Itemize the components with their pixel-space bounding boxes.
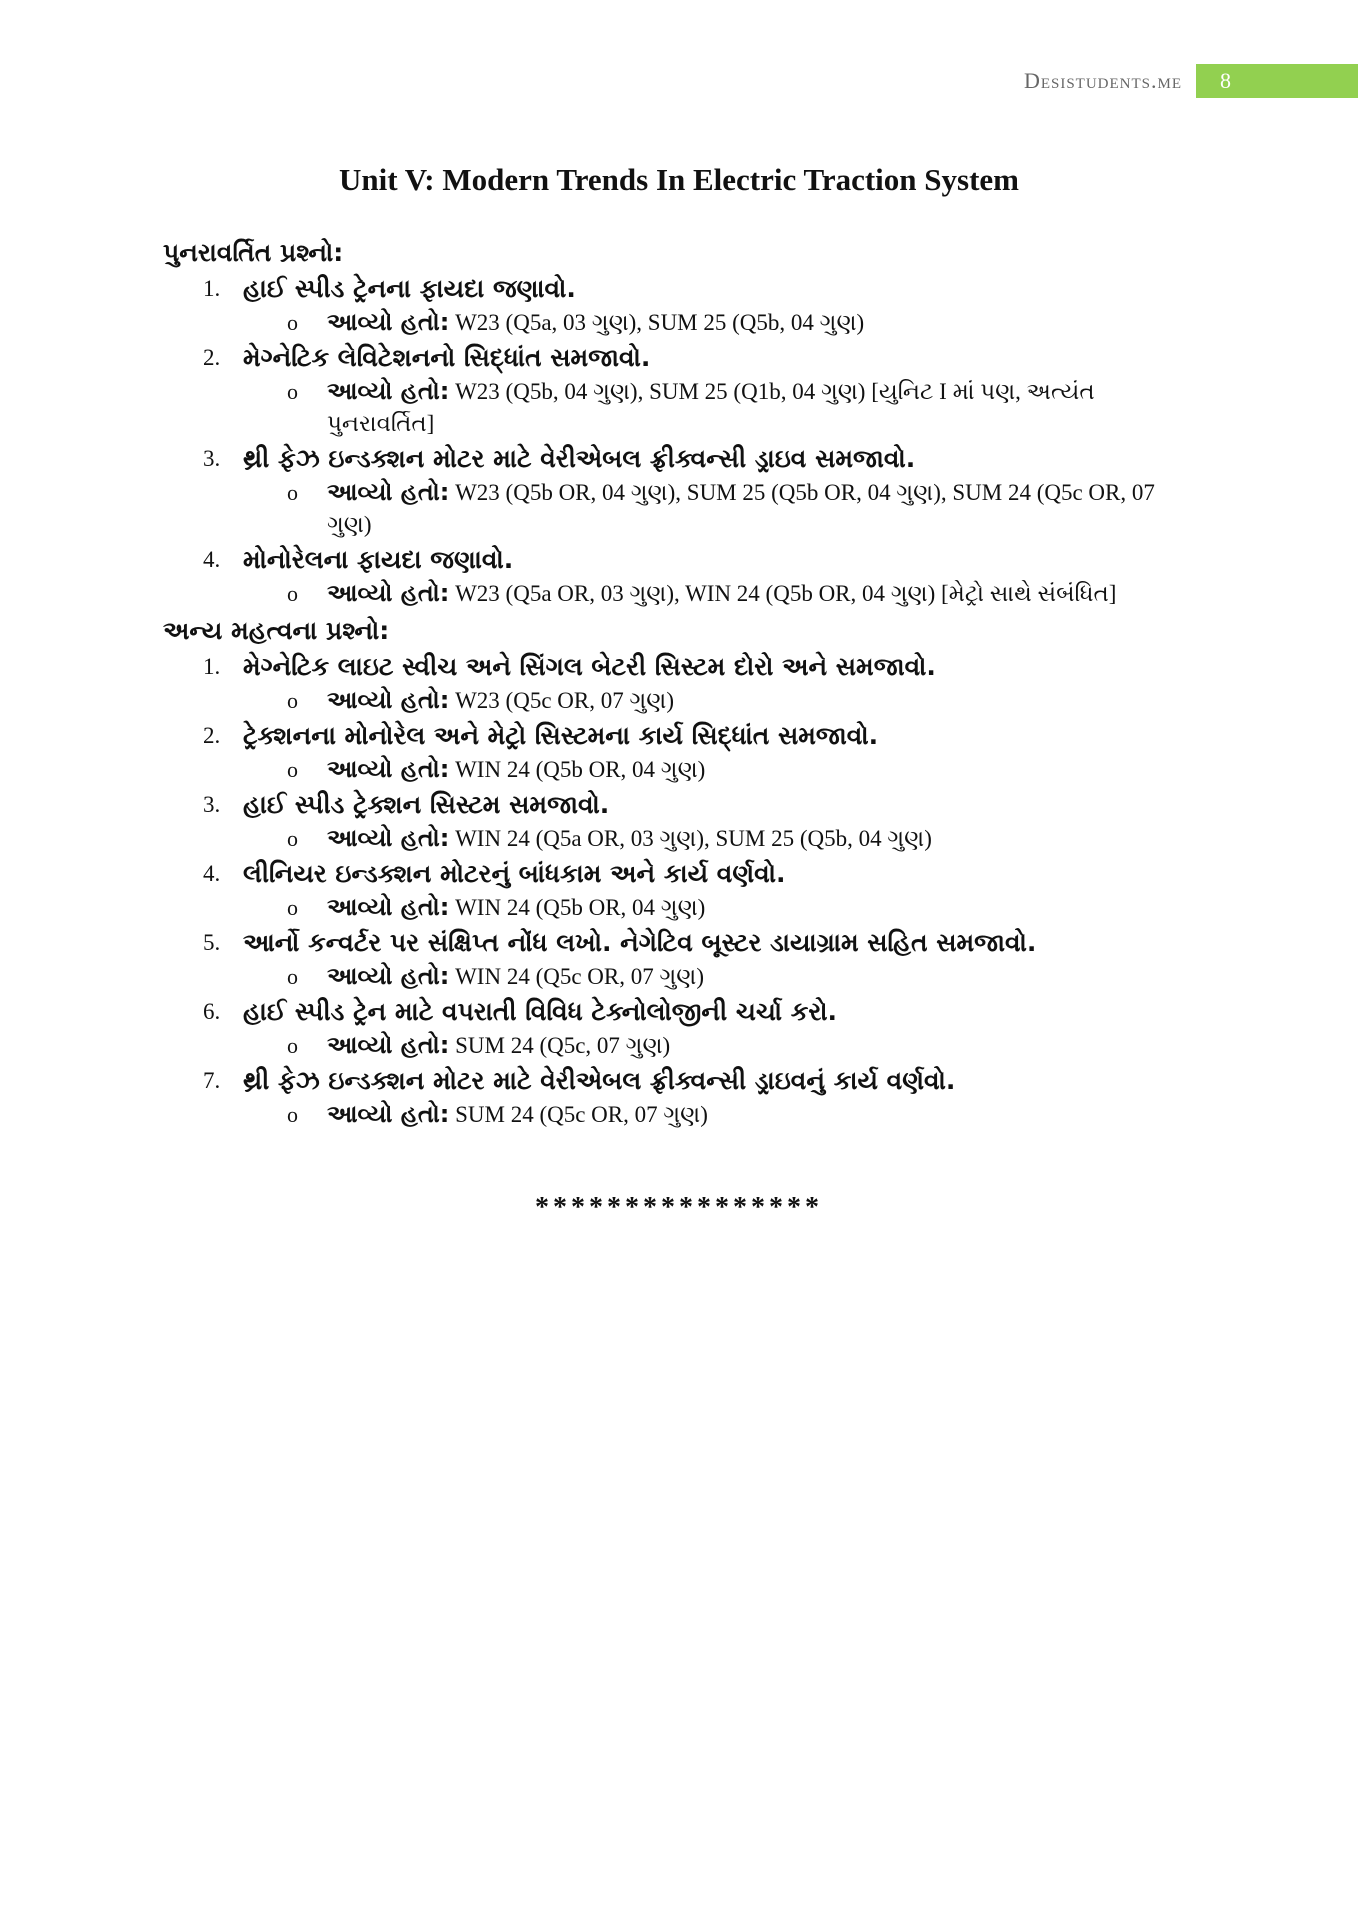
question-number: 3. [203, 792, 221, 817]
asked-text: WIN 24 (Q5b OR, 04 ગુણ) [449, 895, 706, 920]
question-item [163, 995, 1223, 1029]
asked-label: આવ્યો હતો: [327, 893, 450, 921]
bullet-icon: o [287, 895, 298, 920]
question-text: મેગ્નેટિક લાઇટ સ્વીચ અને સિંગલ બેટરી સિસ્ટમ દોરો અને સમજાવો. [243, 652, 936, 681]
question-number: 2. [203, 345, 221, 370]
asked-line [163, 577, 1223, 610]
section-heading: અન્ય મહત્વના પ્રશ્નો: [163, 616, 390, 645]
question-number: 3. [203, 446, 221, 471]
page-number: 8 [1220, 68, 1231, 93]
question-text: થ્રી ફેઝ ઇન્ડક્શન મોટર માટે વેરીએબલ ફ્રીક્વન્સી ડ્રાઇવ સમજાવો. [243, 444, 916, 473]
bullet-icon: o [287, 826, 298, 851]
question-text: આર્નો કન્વર્ટર પર સંક્ષિપ્ત નોંધ લખો. નેગેટિવ બૂસ્ટર ડાયાગ્રામ સહિત સમજાવો. [243, 928, 1037, 957]
page-title: Unit V: Modern Trends In Electric Traction System [339, 162, 1019, 197]
asked-line [163, 1029, 1223, 1062]
asked-line [163, 306, 1223, 339]
question-item [163, 788, 1223, 822]
asked-text: W23 (Q5a OR, 03 ગુણ), WIN 24 (Q5b OR, 04 ગુણ) [મેટ્રો સાથે સંબંધિત] [449, 581, 1117, 606]
asked-line [163, 822, 1223, 855]
asked-line [163, 960, 1223, 993]
asked-text: WIN 24 (Q5c OR, 07 ગુણ) [449, 964, 705, 989]
asked-text: WIN 24 (Q5b OR, 04 ગુણ) [449, 757, 706, 782]
question-number: 5. [203, 930, 221, 955]
question-number: 4. [203, 861, 221, 886]
asked-label: આવ્યો હતો: [327, 478, 450, 506]
content [163, 232, 1223, 1131]
asked-text: WIN 24 (Q5a OR, 03 ગુણ), SUM 25 (Q5b, 04 ગુણ) [449, 826, 932, 851]
question-item [163, 272, 1223, 306]
question-number: 4. [203, 547, 221, 572]
asked-label: આવ્યો હતો: [327, 308, 450, 336]
question-text: ટ્રેક્શનના મોનોરેલ અને મેટ્રો સિસ્ટમના કાર્ય સિદ્ધાંત સમજાવો. [243, 721, 879, 750]
question-number: 6. [203, 999, 221, 1024]
question-number: 1. [203, 276, 221, 301]
asked-line [163, 891, 1223, 924]
page-number-box [1196, 64, 1358, 98]
bullet-icon: o [287, 581, 298, 606]
question-text: હાઈ સ્પીડ ટ્રેન માટે વપરાતી વિવિધ ટેક્નોલોજીની ચર્ચા કરો. [243, 997, 838, 1026]
asked-label: આવ્યો હતો: [327, 579, 450, 607]
asked-label: આવ્યો હતો: [327, 755, 450, 783]
asked-label: આવ્યો હતો: [327, 824, 450, 852]
bullet-icon: o [287, 1033, 298, 1058]
asked-line [163, 1098, 1223, 1131]
asked-line [163, 753, 1223, 786]
page-header [1024, 64, 1358, 98]
asked-text: W23 (Q5a, 03 ગુણ), SUM 25 (Q5b, 04 ગુણ) [449, 310, 865, 335]
question-text: હાઈ સ્પીડ ટ્રેનના ફાયદા જણાવો. [243, 274, 576, 303]
asked-label: આવ્યો હતો: [327, 377, 450, 405]
bullet-icon: o [287, 310, 298, 335]
question-item [163, 1064, 1223, 1098]
bullet-icon: o [287, 379, 298, 404]
asked-text: W23 (Q5b OR, 04 ગુણ), SUM 25 (Q5b OR, 04 ગુણ), SUM 24 (Q5c OR, 07 ગુણ) [327, 480, 1155, 537]
bullet-icon: o [287, 964, 298, 989]
site-name: Desistudents.me [1023, 68, 1182, 93]
section-heading: પુનરાવર્તિત પ્રશ્નો: [163, 238, 344, 267]
asked-text: SUM 24 (Q5c OR, 07 ગુણ) [449, 1102, 708, 1127]
question-item [163, 719, 1223, 753]
question-item [163, 857, 1223, 891]
asked-text: W23 (Q5b, 04 ગુણ), SUM 25 (Q1b, 04 ગુણ) [યુનિટ I માં પણ, અત્યંત પુનરાવર્તિત] [327, 379, 1095, 436]
bullet-icon: o [287, 1102, 298, 1127]
end-marker: **************** [535, 1192, 823, 1223]
asked-text: W23 (Q5c OR, 07 ગુણ) [449, 688, 674, 713]
asked-line [163, 684, 1223, 717]
asked-line [163, 375, 1223, 440]
question-number: 7. [203, 1068, 221, 1093]
section-other-important-questions [163, 614, 1223, 1131]
asked-label: આવ્યો હતો: [327, 686, 450, 714]
question-item [163, 926, 1223, 960]
question-text: થ્રી ફેઝ ઇન્ડક્શન મોટર માટે વેરીએબલ ફ્રીક્વન્સી ડ્રાઇવનું કાર્ય વર્ણવો. [243, 1066, 956, 1095]
question-number: 1. [203, 654, 221, 679]
question-text: હાઈ સ્પીડ ટ્રેક્શન સિસ્ટમ સમજાવો. [243, 790, 610, 819]
question-item [163, 543, 1223, 577]
question-item [163, 650, 1223, 684]
question-item [163, 442, 1223, 476]
question-text: લીનિયર ઇન્ડક્શન મોટરનું બાંધકામ અને કાર્ય વર્ણવો. [243, 859, 786, 888]
question-text: મેગ્નેટિક લેવિટેશનનો સિદ્ધાંત સમજાવો. [243, 343, 651, 372]
bullet-icon: o [287, 757, 298, 782]
question-item [163, 341, 1223, 375]
question-number: 2. [203, 723, 221, 748]
bullet-icon: o [287, 688, 298, 713]
section-repeated-questions [163, 236, 1223, 610]
asked-label: આવ્યો હતો: [327, 962, 450, 990]
asked-line [163, 476, 1223, 541]
question-text: મોનોરેલના ફાયદા જણાવો. [243, 545, 514, 574]
asked-text: SUM 24 (Q5c, 07 ગુણ) [449, 1033, 671, 1058]
asked-label: આવ્યો હતો: [327, 1100, 450, 1128]
asked-label: આવ્યો હતો: [327, 1031, 450, 1059]
bullet-icon: o [287, 480, 298, 505]
